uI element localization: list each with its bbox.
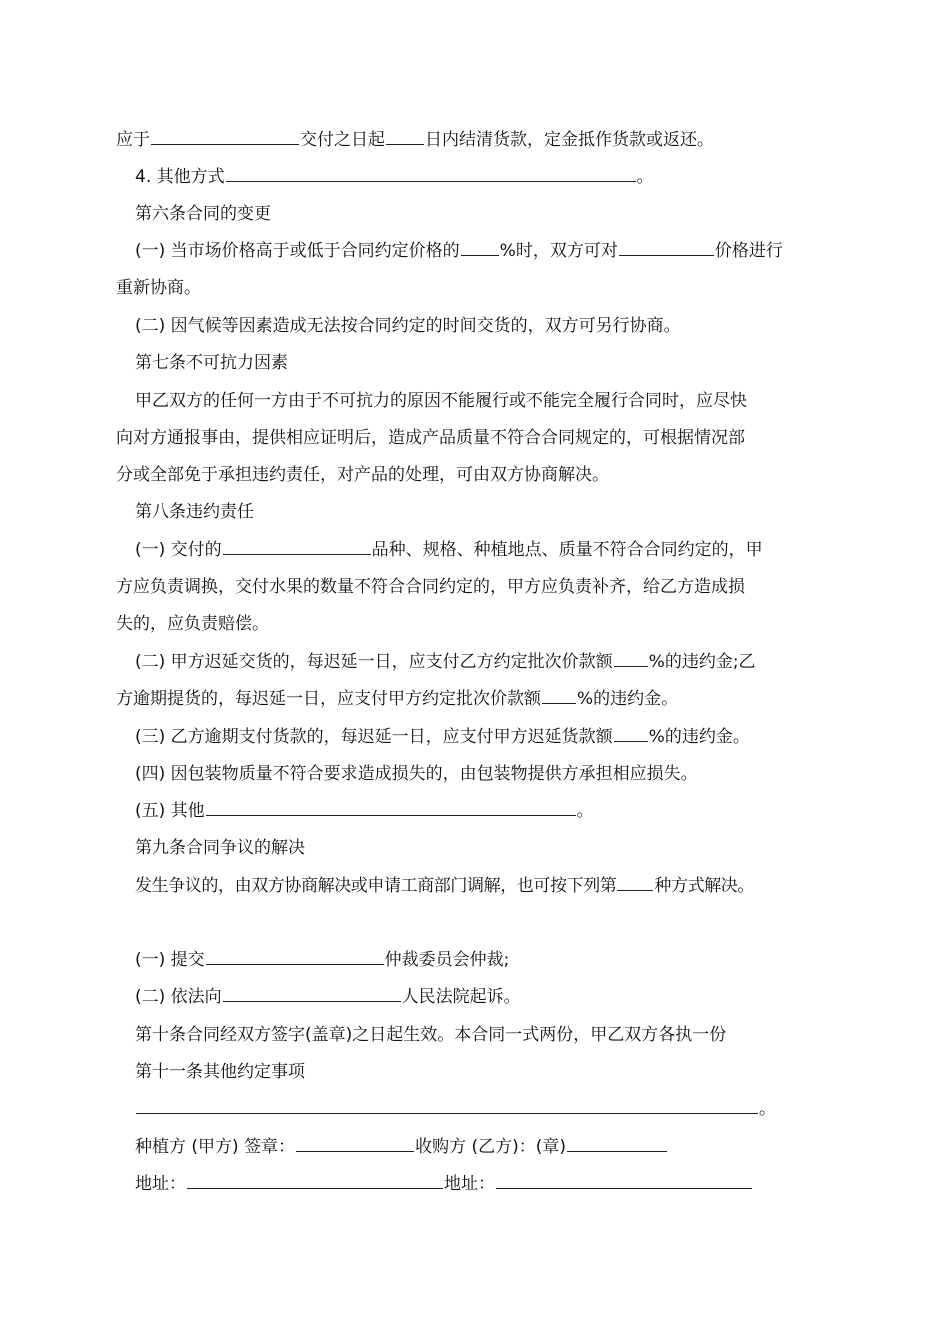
text-segment: (四) 因包装物质量不符合要求造成损失的，由包装物提供方承担相应损失。 xyxy=(135,764,698,784)
text-segment: (一) 当市场价格高于或低于合同约定价格的 xyxy=(135,241,460,261)
text-segment: 交付之日起 xyxy=(300,130,385,150)
fill-in-blank xyxy=(617,875,653,891)
fill-in-blank xyxy=(614,651,648,667)
fill-in-blank xyxy=(206,800,576,816)
text-segment: %的违约金;乙 xyxy=(648,652,756,672)
fill-in-blank xyxy=(619,240,714,256)
text-segment: (三) 乙方逾期支付货款的，每迟延一日，应支付甲方迟延货款额 xyxy=(135,727,613,747)
text-segment: 收购方 (乙方)：(章) xyxy=(415,1137,567,1157)
text-line-l27 xyxy=(135,1135,865,1159)
text-line-l25 xyxy=(135,1060,865,1084)
text-segment: 重新协商。 xyxy=(116,278,201,298)
text-segment: 。 xyxy=(636,167,654,187)
fill-in-blank xyxy=(542,688,576,704)
text-line-l17 xyxy=(135,725,865,749)
text-segment: 。 xyxy=(759,1099,776,1119)
text-segment: (五) 其他 xyxy=(135,801,205,821)
text-line-l8 xyxy=(135,389,865,413)
text-segment: (一) 交付的 xyxy=(135,540,222,560)
text-segment: (二) 甲方迟延交货的，每迟延一日，应支付乙方约定批次价款额 xyxy=(135,652,613,672)
text-line-l16 xyxy=(116,687,846,711)
fill-in-blank xyxy=(136,1098,758,1114)
text-line-l1 xyxy=(116,128,846,152)
text-line-l19 xyxy=(135,799,865,823)
fill-in-blank xyxy=(567,1136,667,1152)
text-segment: 人民法院起诉。 xyxy=(401,987,521,1007)
text-segment: 品种、规格、种植地点、质量不符合合同约定的，甲 xyxy=(371,540,763,560)
text-segment: 分或全部免于承担违约责任，对产品的处理，可由双方协商解决。 xyxy=(116,465,609,485)
fill-in-blank xyxy=(206,949,384,965)
text-line-l13 xyxy=(116,575,846,599)
fill-in-blank xyxy=(296,1136,414,1152)
text-segment: %的违约金。 xyxy=(648,727,750,747)
text-line-l20 xyxy=(135,836,865,860)
text-segment: (二) 依法向 xyxy=(135,987,222,1007)
text-line-l18 xyxy=(135,762,865,786)
text-line-l15 xyxy=(135,650,865,674)
text-line-l4 xyxy=(135,239,865,263)
text-segment: 甲乙双方的任何一方由于不可抗力的原因不能履行或不能完全履行合同时，应尽快 xyxy=(135,391,747,411)
text-line-l3 xyxy=(135,202,865,226)
text-line-l6 xyxy=(135,314,865,338)
text-segment: 发生争议的，由双方协商解决或申请工商部门调解，也可按下列第 xyxy=(135,876,617,896)
text-segment: 应于 xyxy=(116,130,150,150)
fill-in-blank xyxy=(386,129,424,145)
text-segment: 种植方 (甲方) 签章： xyxy=(135,1137,296,1157)
text-line-l14 xyxy=(116,612,846,636)
fill-in-blank xyxy=(151,129,299,145)
text-line-l5 xyxy=(116,276,846,300)
text-segment: 第十条合同经双方签字(盖章)之日起生效。本合同一式两份，甲乙双方各执一份 xyxy=(135,1025,727,1045)
text-segment: 失的，应负责赔偿。 xyxy=(116,614,269,634)
fill-in-blank xyxy=(226,166,636,182)
text-segment: %的违约金。 xyxy=(577,689,679,709)
text-segment: 第七条不可抗力因素 xyxy=(135,353,288,373)
text-segment: 向对方通报事由，提供相应证明后，造成产品质量不符合合同规定的，可根据情况部 xyxy=(116,428,745,448)
text-segment: 方逾期提货的，每迟延一日，应支付甲方约定批次价款额 xyxy=(116,689,541,709)
text-line-l28 xyxy=(135,1172,865,1196)
text-segment: 方应负责调换，交付水果的数量不符合合同约定的，甲方应负责补齐，给乙方造成损 xyxy=(116,577,745,597)
fill-in-blank xyxy=(187,1173,443,1189)
text-line-l10 xyxy=(116,463,846,487)
text-line-l24 xyxy=(135,1023,865,1047)
text-line-l11 xyxy=(135,500,865,524)
text-line-l22 xyxy=(135,948,865,972)
text-segment: 第十一条其他约定事项 xyxy=(135,1062,305,1082)
text-line-l26 xyxy=(135,1097,865,1121)
text-segment: 第九条合同争议的解决 xyxy=(135,838,305,858)
text-segment: 第八条违约责任 xyxy=(135,502,254,522)
text-line-l21 xyxy=(135,874,865,898)
fill-in-blank xyxy=(461,240,499,256)
fill-in-blank xyxy=(614,726,648,742)
text-segment: %时，双方可对 xyxy=(499,241,618,261)
text-segment: 4. 其他方式 xyxy=(135,167,225,187)
text-segment: 第六条合同的变更 xyxy=(135,204,271,224)
text-segment: 价格进行 xyxy=(714,241,783,261)
fill-in-blank xyxy=(223,986,401,1002)
text-segment: 日内结清货款，定金抵作货款或返还。 xyxy=(425,130,714,150)
text-line-l9 xyxy=(116,426,846,450)
text-segment: (一) 提交 xyxy=(135,950,205,970)
text-line-l7 xyxy=(135,351,865,375)
text-segment: 地址： xyxy=(444,1174,495,1194)
text-segment: 。 xyxy=(576,801,594,821)
fill-in-blank xyxy=(496,1173,752,1189)
text-segment: 地址： xyxy=(135,1174,186,1194)
text-line-l12 xyxy=(135,538,865,562)
text-line-l2 xyxy=(135,165,865,189)
text-segment: 种方式解决。 xyxy=(654,876,755,896)
text-segment: (二) 因气候等因素造成无法按合同约定的时间交货的，双方可另行协商。 xyxy=(135,316,681,336)
fill-in-blank xyxy=(223,539,371,555)
text-segment: 仲裁委员会仲裁; xyxy=(384,950,510,970)
text-line-l23 xyxy=(135,985,865,1009)
